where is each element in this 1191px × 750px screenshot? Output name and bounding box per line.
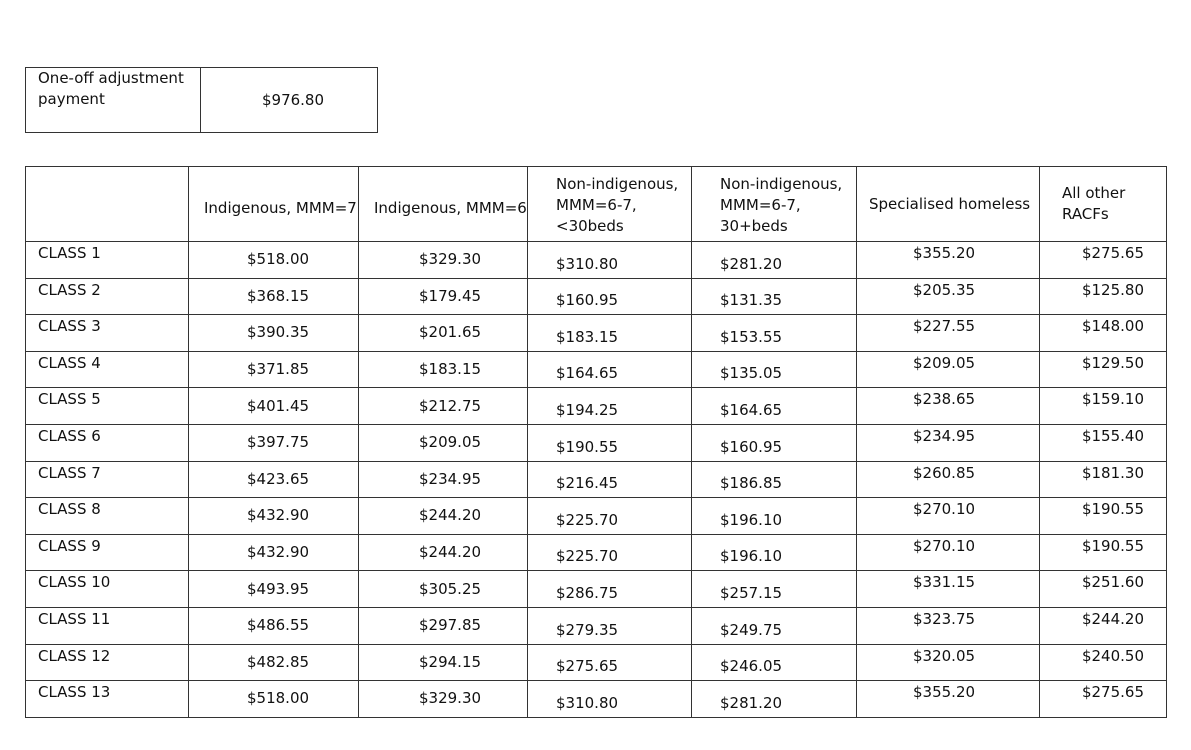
rate-cell: $179.45 bbox=[359, 278, 528, 315]
rate-cell: $329.30 bbox=[359, 242, 528, 279]
rate-cell: $240.50 bbox=[1040, 644, 1167, 681]
rate-cell: $286.75 bbox=[528, 571, 692, 608]
rate-cell: $244.20 bbox=[359, 534, 528, 571]
table-row bbox=[26, 242, 1167, 279]
column-header: Indigenous, MMM=7 bbox=[189, 167, 359, 242]
rate-cell: $297.85 bbox=[359, 607, 528, 644]
rate-cell: $234.95 bbox=[359, 461, 528, 498]
rate-cell: $397.75 bbox=[189, 424, 359, 461]
rate-cell: $225.70 bbox=[528, 498, 692, 535]
rate-cell: $196.10 bbox=[692, 534, 857, 571]
column-header: Specialised homeless bbox=[857, 167, 1040, 242]
rate-cell: $216.45 bbox=[528, 461, 692, 498]
column-header: Non-indigenous, MMM=6-7, <30beds bbox=[528, 167, 692, 242]
rate-cell: $432.90 bbox=[189, 498, 359, 535]
table-row bbox=[26, 681, 1167, 718]
table-row bbox=[26, 315, 1167, 352]
table-row bbox=[26, 351, 1167, 388]
rate-cell: $482.85 bbox=[189, 644, 359, 681]
adjustment-payment-row bbox=[26, 68, 378, 133]
rate-cell: $234.95 bbox=[857, 424, 1040, 461]
rate-cell: $183.15 bbox=[359, 351, 528, 388]
rate-cell: $196.10 bbox=[692, 498, 857, 535]
table-row bbox=[26, 498, 1167, 535]
rate-cell: $129.50 bbox=[1040, 351, 1167, 388]
adjustment-payment-label: One-off adjustment payment bbox=[26, 68, 201, 133]
rate-cell: $260.85 bbox=[857, 461, 1040, 498]
rate-cell: $190.55 bbox=[528, 424, 692, 461]
rate-cell: $251.60 bbox=[1040, 571, 1167, 608]
class-label-cell: CLASS 5 bbox=[26, 388, 189, 425]
rate-cell: $183.15 bbox=[528, 315, 692, 352]
rate-cell: $518.00 bbox=[189, 242, 359, 279]
rate-cell: $257.15 bbox=[692, 571, 857, 608]
rate-cell: $486.55 bbox=[189, 607, 359, 644]
rate-cell: $201.65 bbox=[359, 315, 528, 352]
rate-cell: $238.65 bbox=[857, 388, 1040, 425]
class-label-cell: CLASS 10 bbox=[26, 571, 189, 608]
rate-cell: $270.10 bbox=[857, 534, 1040, 571]
table-row bbox=[26, 424, 1167, 461]
rate-cell: $186.85 bbox=[692, 461, 857, 498]
table-row bbox=[26, 461, 1167, 498]
class-label-cell: CLASS 13 bbox=[26, 681, 189, 718]
rate-cell: $310.80 bbox=[528, 681, 692, 718]
rate-cell: $209.05 bbox=[359, 424, 528, 461]
rate-cell: $305.25 bbox=[359, 571, 528, 608]
adjustment-payment-table bbox=[25, 67, 378, 133]
rate-cell: $160.95 bbox=[528, 278, 692, 315]
rate-cell: $194.25 bbox=[528, 388, 692, 425]
rate-cell: $249.75 bbox=[692, 607, 857, 644]
rate-cell: $164.65 bbox=[528, 351, 692, 388]
column-header: All other RACFs bbox=[1040, 167, 1167, 242]
table-row bbox=[26, 571, 1167, 608]
rate-cell: $135.05 bbox=[692, 351, 857, 388]
rate-cell: $518.00 bbox=[189, 681, 359, 718]
rate-cell: $190.55 bbox=[1040, 534, 1167, 571]
rate-cell: $331.15 bbox=[857, 571, 1040, 608]
class-label-cell: CLASS 8 bbox=[26, 498, 189, 535]
rate-cell: $164.65 bbox=[692, 388, 857, 425]
rate-cell: $244.20 bbox=[1040, 607, 1167, 644]
table-row bbox=[26, 534, 1167, 571]
rate-cell: $205.35 bbox=[857, 278, 1040, 315]
table-row bbox=[26, 388, 1167, 425]
adjustment-payment-value: $976.80 bbox=[201, 68, 378, 133]
rate-cell: $275.65 bbox=[528, 644, 692, 681]
rate-cell: $212.75 bbox=[359, 388, 528, 425]
rate-cell: $355.20 bbox=[857, 242, 1040, 279]
rate-cell: $281.20 bbox=[692, 242, 857, 279]
rate-cell: $155.40 bbox=[1040, 424, 1167, 461]
rate-cell: $275.65 bbox=[1040, 681, 1167, 718]
rate-cell: $279.35 bbox=[528, 607, 692, 644]
rate-cell: $310.80 bbox=[528, 242, 692, 279]
rate-cell: $270.10 bbox=[857, 498, 1040, 535]
class-label-cell: CLASS 11 bbox=[26, 607, 189, 644]
rate-cell: $432.90 bbox=[189, 534, 359, 571]
rate-cell: $423.65 bbox=[189, 461, 359, 498]
rate-cell: $227.55 bbox=[857, 315, 1040, 352]
rate-cell: $131.35 bbox=[692, 278, 857, 315]
rate-cell: $401.45 bbox=[189, 388, 359, 425]
rate-cell: $246.05 bbox=[692, 644, 857, 681]
rate-cell: $190.55 bbox=[1040, 498, 1167, 535]
rate-cell: $125.80 bbox=[1040, 278, 1167, 315]
rate-cell: $225.70 bbox=[528, 534, 692, 571]
rate-cell: $281.20 bbox=[692, 681, 857, 718]
rate-cell: $329.30 bbox=[359, 681, 528, 718]
class-label-cell: CLASS 2 bbox=[26, 278, 189, 315]
rate-cell: $371.85 bbox=[189, 351, 359, 388]
table-header-row bbox=[26, 167, 1167, 242]
rate-cell: $159.10 bbox=[1040, 388, 1167, 425]
rate-cell: $368.15 bbox=[189, 278, 359, 315]
class-label-cell: CLASS 9 bbox=[26, 534, 189, 571]
class-label-cell: CLASS 6 bbox=[26, 424, 189, 461]
rate-cell: $244.20 bbox=[359, 498, 528, 535]
rate-cell: $323.75 bbox=[857, 607, 1040, 644]
class-label-cell: CLASS 12 bbox=[26, 644, 189, 681]
table-row bbox=[26, 278, 1167, 315]
rate-cell: $355.20 bbox=[857, 681, 1040, 718]
column-header: Indigenous, MMM=6 bbox=[359, 167, 528, 242]
class-label-cell: CLASS 4 bbox=[26, 351, 189, 388]
column-header bbox=[26, 167, 189, 242]
rate-cell: $160.95 bbox=[692, 424, 857, 461]
rate-cell: $275.65 bbox=[1040, 242, 1167, 279]
rate-cell: $153.55 bbox=[692, 315, 857, 352]
rate-cell: $294.15 bbox=[359, 644, 528, 681]
rate-cell: $181.30 bbox=[1040, 461, 1167, 498]
class-label-cell: CLASS 1 bbox=[26, 242, 189, 279]
table-row bbox=[26, 607, 1167, 644]
class-rates-table bbox=[25, 166, 1167, 718]
rate-cell: $493.95 bbox=[189, 571, 359, 608]
class-label-cell: CLASS 7 bbox=[26, 461, 189, 498]
rate-cell: $390.35 bbox=[189, 315, 359, 352]
column-header: Non-indigenous, MMM=6-7, 30+beds bbox=[692, 167, 857, 242]
rate-cell: $148.00 bbox=[1040, 315, 1167, 352]
rate-cell: $320.05 bbox=[857, 644, 1040, 681]
class-label-cell: CLASS 3 bbox=[26, 315, 189, 352]
rate-cell: $209.05 bbox=[857, 351, 1040, 388]
table-row bbox=[26, 644, 1167, 681]
